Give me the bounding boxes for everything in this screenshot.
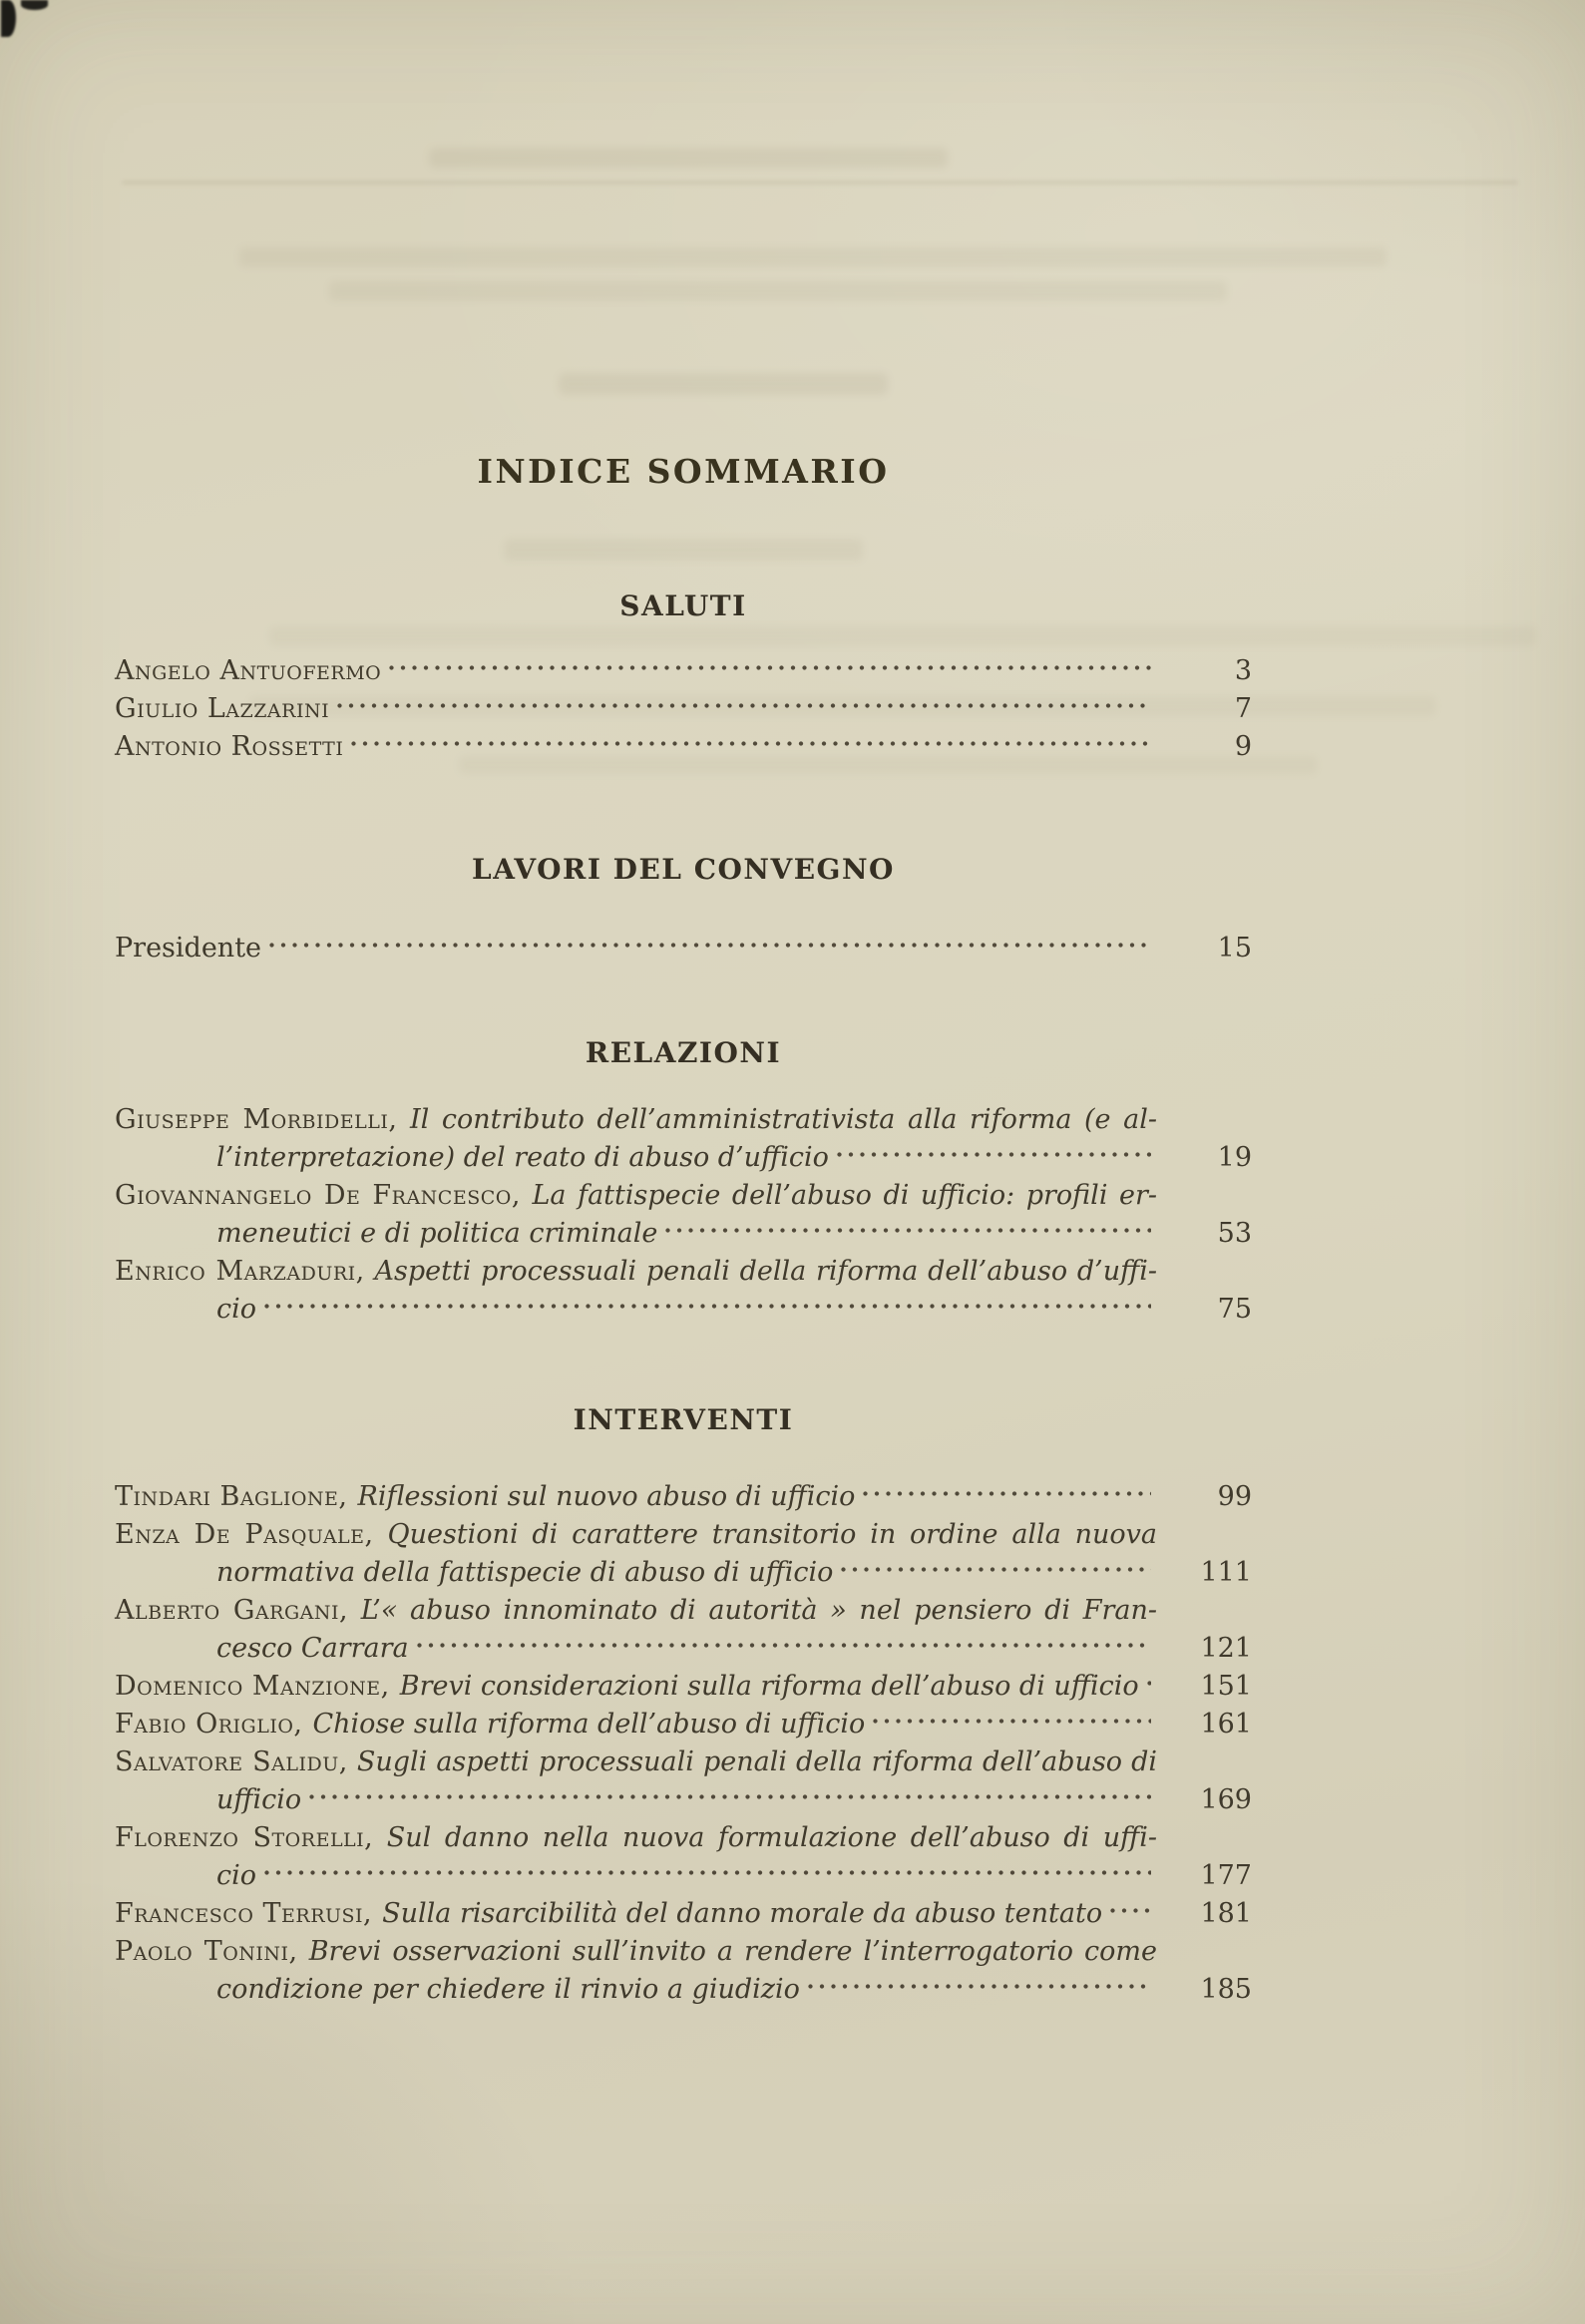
toc-author: Domenico Manzione, bbox=[115, 1671, 390, 1702]
toc-entry-line bbox=[115, 1516, 1252, 1554]
toc-author: Enza De Pasquale, bbox=[115, 1519, 374, 1550]
toc-author: Giuseppe Morbidelli, bbox=[115, 1104, 398, 1135]
toc-title-continuation: l’interpretazione) del reato di abuso d’ufficio bbox=[216, 1142, 829, 1173]
page-number: 9 bbox=[1234, 731, 1252, 762]
toc-title-continuation: cio bbox=[216, 1294, 257, 1325]
toc-title: Brevi osservazioni sull’invito a rendere l’interrogatorio come bbox=[308, 1936, 1157, 1967]
toc-title-continuation: cesco Carrara bbox=[216, 1633, 409, 1664]
section-heading-interventi: INTERVENTI bbox=[573, 1403, 794, 1436]
section-saluti bbox=[115, 652, 1252, 766]
toc-entry-line bbox=[115, 1554, 1252, 1592]
toc-entry bbox=[115, 1895, 1252, 1933]
page-edge-mark bbox=[1, 0, 16, 37]
toc-entry-line bbox=[115, 1139, 1252, 1177]
section-interventi bbox=[115, 1478, 1252, 2009]
toc-entry-line bbox=[115, 1630, 1252, 1668]
toc-title-continuation: meneutici e di politica criminale bbox=[216, 1218, 658, 1249]
toc-author: Enrico Marzaduri, bbox=[115, 1256, 365, 1287]
toc-title-continuation: cio bbox=[216, 1860, 257, 1891]
page-number: 75 bbox=[1217, 1294, 1252, 1325]
toc-author: Salvatore Salidu, bbox=[115, 1746, 348, 1777]
toc-author: Francesco Terrusi, bbox=[115, 1898, 373, 1929]
toc-entry-line bbox=[115, 1215, 1252, 1253]
toc-title: Brevi considerazioni sulla riforma dell’abuso di ufficio bbox=[399, 1671, 1139, 1702]
toc-entry-line bbox=[115, 1743, 1252, 1781]
toc-entry-line bbox=[115, 1933, 1252, 1971]
toc-author: Giulio Lazzarini bbox=[115, 693, 330, 724]
toc-entry bbox=[115, 930, 1252, 968]
page-number: 15 bbox=[1217, 933, 1252, 964]
toc-entry-line bbox=[115, 1857, 1252, 1895]
toc-author: Florenzo Storelli, bbox=[115, 1822, 374, 1853]
section-heading-lavori-del-convegno: LAVORI DEL CONVEGNO bbox=[472, 853, 895, 886]
page-title: INDICE SOMMARIO bbox=[477, 452, 890, 491]
toc-entry-line bbox=[115, 1177, 1252, 1215]
section-lavori-del-convegno bbox=[115, 930, 1252, 968]
toc-author: Giovannangelo De Francesco, bbox=[115, 1180, 521, 1211]
toc-entry-line bbox=[115, 1819, 1252, 1857]
toc-entry-line bbox=[115, 1101, 1252, 1139]
page-number: 3 bbox=[1234, 655, 1252, 686]
toc-author: Alberto Gargani, bbox=[115, 1595, 349, 1626]
page-number: 161 bbox=[1200, 1709, 1252, 1740]
toc-author: Paolo Tonini, bbox=[115, 1936, 298, 1967]
toc-entry bbox=[115, 1668, 1252, 1706]
toc-author: Fabio Origlio, bbox=[115, 1709, 303, 1740]
page-number: 99 bbox=[1217, 1481, 1252, 1512]
page-number: 121 bbox=[1200, 1633, 1252, 1664]
toc-entry-line bbox=[115, 1253, 1252, 1291]
toc-entry bbox=[115, 690, 1252, 728]
toc-title-continuation: ufficio bbox=[216, 1784, 302, 1815]
toc-title: Riflessioni sul nuovo abuso di ufficio bbox=[357, 1481, 856, 1512]
toc-entry bbox=[115, 728, 1252, 766]
section-heading-relazioni: RELAZIONI bbox=[585, 1036, 782, 1069]
page-number: 111 bbox=[1200, 1557, 1252, 1588]
page-number: 177 bbox=[1200, 1860, 1252, 1891]
toc-title: La fattispecie dell’abuso di ufficio: profili er- bbox=[532, 1180, 1158, 1211]
page-number: 19 bbox=[1217, 1142, 1252, 1173]
page-number: 7 bbox=[1234, 693, 1252, 724]
toc-title: Sul danno nella nuova formulazione dell’abuso di uffi- bbox=[386, 1822, 1157, 1853]
toc-entry-line bbox=[115, 1592, 1252, 1630]
toc-author: Antonio Rossetti bbox=[115, 731, 344, 762]
toc-title: Sugli aspetti processuali penali della riforma dell’abuso di bbox=[356, 1746, 1158, 1777]
toc-entry bbox=[115, 1478, 1252, 1516]
toc-author: Presidente bbox=[115, 933, 262, 964]
toc-entry bbox=[115, 1706, 1252, 1743]
table-of-contents bbox=[115, 0, 1252, 2009]
toc-title: L’« abuso innominato di autorità » nel pensiero di Fran- bbox=[360, 1595, 1157, 1626]
toc-entry-line bbox=[115, 1291, 1252, 1329]
toc-title: Il contributo dell’amministrativista alla riforma (e al- bbox=[410, 1104, 1157, 1135]
toc-title: Aspetti processuali penali della riforma dell’abuso d’uffi- bbox=[374, 1256, 1157, 1287]
toc-entry bbox=[115, 652, 1252, 690]
page-number: 181 bbox=[1200, 1898, 1252, 1929]
page-number: 151 bbox=[1200, 1671, 1252, 1702]
toc-title: Chiose sulla riforma dell’abuso di ufficio bbox=[312, 1709, 866, 1740]
toc-title: Sulla risarcibilità del danno morale da abuso tentato bbox=[382, 1898, 1103, 1929]
toc-entry-line bbox=[115, 1971, 1252, 2009]
toc-author: Angelo Antuofermo bbox=[115, 655, 382, 686]
page-number: 169 bbox=[1200, 1784, 1252, 1815]
page-number: 185 bbox=[1200, 1974, 1252, 2005]
toc-author: Tindari Baglione, bbox=[115, 1481, 348, 1512]
toc-title-continuation: normativa della fattispecie di abuso di ufficio bbox=[216, 1557, 834, 1588]
toc-title: Questioni di carattere transitorio in ordine alla nuova bbox=[387, 1519, 1157, 1550]
section-heading-saluti: SALUTI bbox=[619, 589, 747, 622]
toc-title-continuation: condizione per chiedere il rinvio a giudizio bbox=[216, 1974, 800, 2005]
toc-entry-line bbox=[115, 1781, 1252, 1819]
page-edge-mark bbox=[21, 0, 48, 10]
section-relazioni bbox=[115, 1101, 1252, 1329]
page-number: 53 bbox=[1217, 1218, 1252, 1249]
